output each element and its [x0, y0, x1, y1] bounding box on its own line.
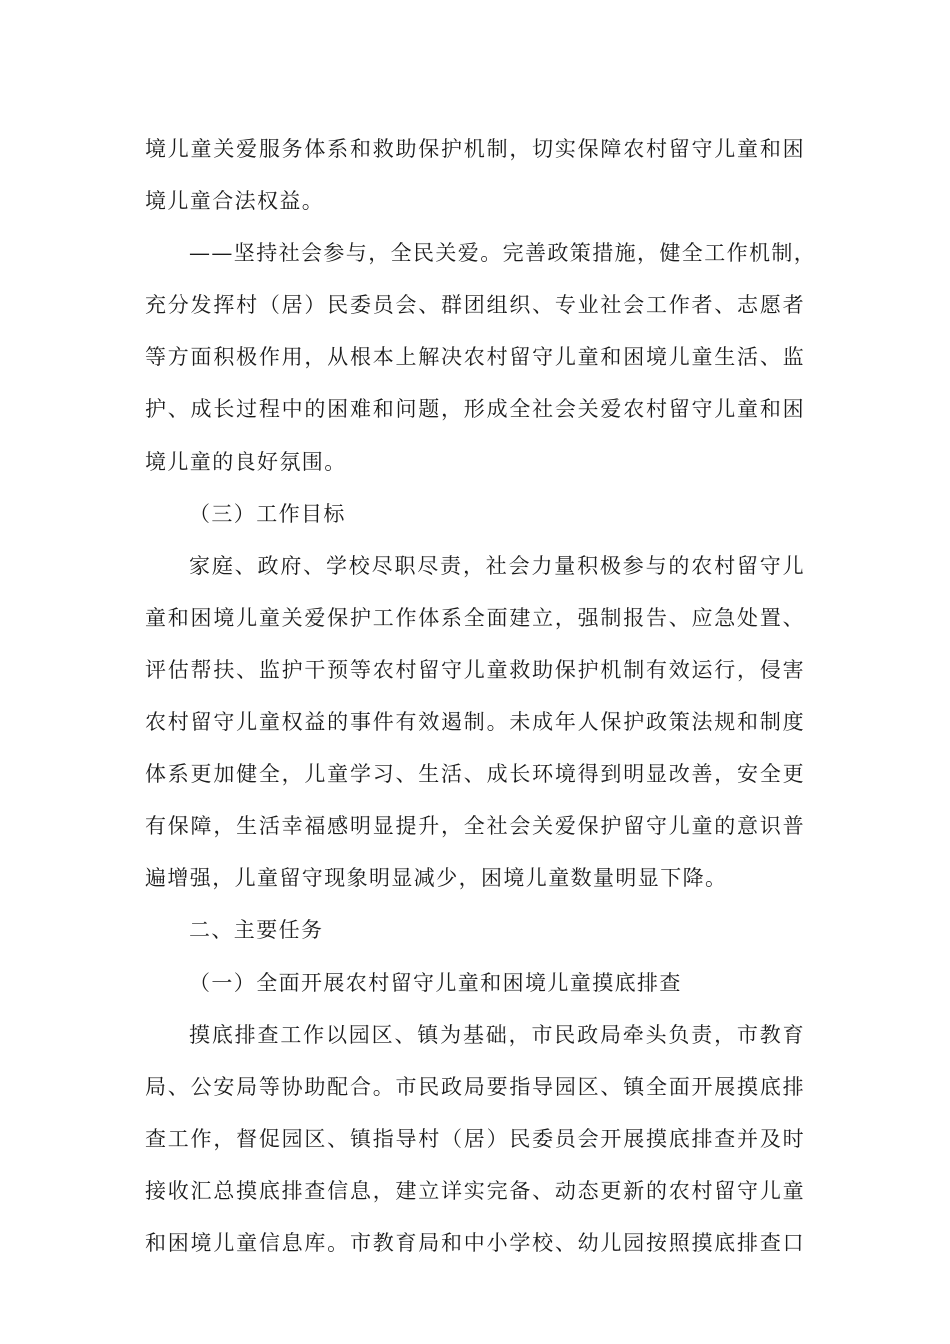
- text-line: 境儿童关爱服务体系和救助保护机制，切实保障农村留守儿童和困: [145, 137, 805, 161]
- text-line: 摸底排查工作以园区、镇为基础，市民政局牵头负责，市教育: [189, 1022, 805, 1047]
- text-line: 充分发挥村（居）民委员会、群团组织、专业社会工作者、志愿者: [145, 293, 805, 318]
- body-text: [145, 128, 817, 1274]
- text-line: ——坚持社会参与，全民关爱。完善政策措施，健全工作机制，: [189, 241, 817, 266]
- text-line: （一）全面开展农村留守儿童和困境儿童摸底排查: [189, 970, 682, 995]
- text-line: 体系更加健全，儿童学习、生活、成长环境得到明显改善，安全更: [145, 762, 805, 787]
- text-line: 农村留守儿童权益的事件有效遏制。未成年人保护政策法规和制度: [145, 710, 805, 735]
- text-line: 和困境儿童信息库。市教育局和中小学校、幼儿园按照摸底排查口: [145, 1230, 805, 1255]
- text-line: 二、主要任务: [189, 918, 324, 943]
- text-line: 等方面积极作用，从根本上解决农村留守儿童和困境儿童生活、监: [145, 345, 805, 370]
- text-line: 护、成长过程中的困难和问题，形成全社会关爱农村留守儿童和困: [145, 397, 805, 422]
- text-line: 遍增强，儿童留守现象明显减少，困境儿童数量明显下降。: [145, 866, 728, 891]
- text-line: 接收汇总摸底排查信息，建立详实完备、动态更新的农村留守儿童: [145, 1178, 805, 1203]
- text-line: 局、公安局等协助配合。市民政局要指导园区、镇全面开展摸底排: [145, 1074, 805, 1099]
- text-line: 有保障，生活幸福感明显提升，全社会关爱保护留守儿童的意识普: [145, 814, 805, 839]
- text-line: 查工作，督促园区、镇指导村（居）民委员会开展摸底排查并及时: [145, 1126, 805, 1151]
- text-line: 评估帮扶、监护干预等农村留守儿童救助保护机制有效运行，侵害: [145, 657, 805, 682]
- text-line: 家庭、政府、学校尽职尽责，社会力量积极参与的农村留守儿: [189, 553, 805, 578]
- text-line: 境儿童的良好氛围。: [145, 449, 347, 474]
- text-line: 童和困境儿童关爱保护工作体系全面建立，强制报告、应急处置、: [145, 605, 805, 630]
- text-line: （三）工作目标: [189, 501, 346, 526]
- text-line: 境儿童合法权益。: [145, 189, 325, 214]
